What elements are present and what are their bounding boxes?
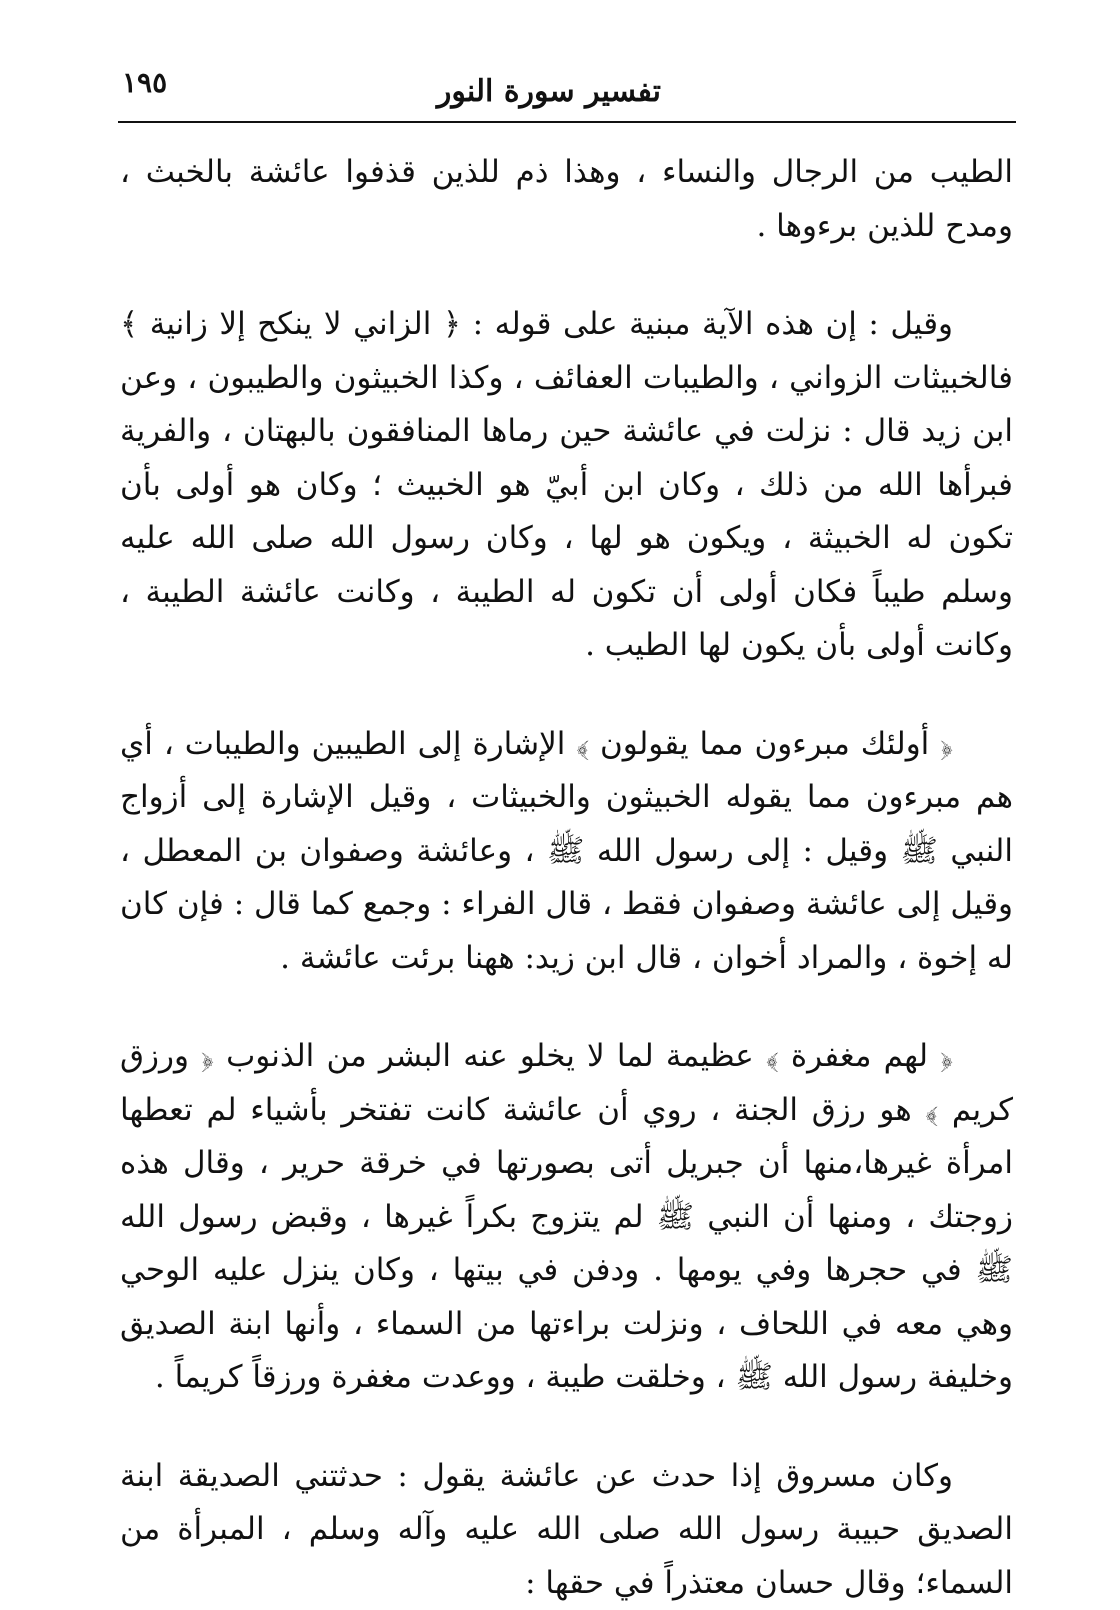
paragraph-5: وكان مسروق إذا حدث عن عائشة يقول : حدثتني الصديقة ابنة الصديق حبيبة رسول الله صلى الله عليه وآله وسلم ، المبرأة من السماء؛ وقال حسان معتذراً في حقها : (120, 1450, 1013, 1610)
paragraph-4: ﴿ لهم مغفرة ﴾ عظيمة لما لا يخلو عنه البشر من الذنوب ﴿ ورزق كريم ﴾ هو رزق الجنة ، روي أن عائشة كانت تفتخر بأشياء لم تعطها امرأة غيرها،منها أن جبريل أتى بصورتها في خرقة حرير ، وقال هذه زوجتك ، ومنها أن النبي ﷺ لم يتزوج بكراً غيرها ، وقبض رسول الله ﷺ في حجرها وفي يومها . ودفن في بيتها ، وكان ينزل عليه الوحي وهي معه في اللحاف ، ونزلت براءتها من السماء ، وأنها ابنة الصديق وخليفة رسول الله ﷺ ، وخلقت طيبة ، ووعدت مغفرة ورزقاً كريماً . (120, 1030, 1013, 1405)
paragraph-3: ﴿ أولئك مبرءون مما يقولون ﴾ الإشارة إلى الطيبين والطيبات ، أي هم مبرءون مما يقوله الخبيثون والخبيثات ، وقيل الإشارة إلى أزواج النبي ﷺ وقيل : إلى رسول الله ﷺ ، وعائشة وصفوان بن المعطل ، وقيل إلى عائشة وصفوان فقط ، قال الفراء : وجمع كما قال : فإن كان له إخوة ، والمراد أخوان ، قال ابن زيد: ههنا برئت عائشة . (120, 718, 1013, 986)
paragraph-gap (120, 253, 1013, 298)
paragraph-gap (120, 1405, 1013, 1450)
paragraph-2: وقيل : إن هذه الآية مبنية على قوله : ﴿ الزاني لا ينكح إلا زانية ﴾ فالخبيثات الزواني ، والطيبات العفائف ، وكذا الخبيثون والطيبون ، وعن ابن زيد قال : نزلت في عائشة حين رماها المنافقون بالبهتان ، والفرية فبرأها الله من ذلك ، وكان ابن أبيّ هو الخبيث ؛ وكان هو أولى بأن تكون له الخبيثة ، ويكون هو لها ، وكان رسول الله صلى الله عليه وسلم طيباً فكان أولى أن تكون له الطيبة ، وكانت عائشة الطيبة ، وكانت أولى بأن يكون لها الطيب . (120, 298, 1013, 673)
running-header (118, 62, 1016, 120)
paragraph-gap (120, 673, 1013, 718)
paragraph-1: الطيب من الرجال والنساء ، وهذا ذم للذين قذفوا عائشة بالخبث ، ومدح للذين برءوها . (120, 146, 1013, 253)
header-title: تفسير سورة النور (437, 74, 661, 109)
page-number: ١٩٥ (122, 66, 167, 99)
page-body (120, 146, 1013, 1610)
header-divider (118, 121, 1016, 123)
paragraph-gap (120, 985, 1013, 1030)
